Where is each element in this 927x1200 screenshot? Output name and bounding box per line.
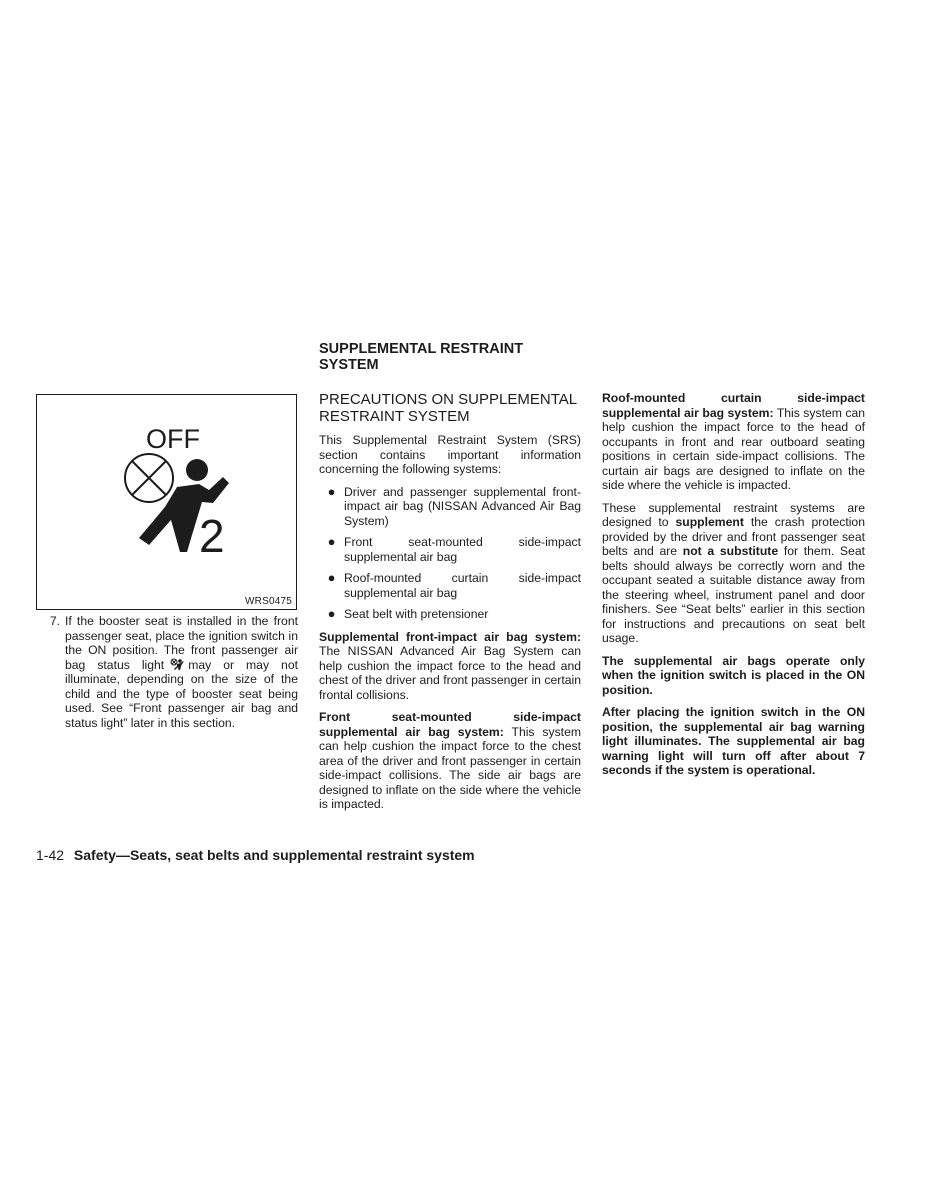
list-item	[319, 485, 581, 529]
list-item-text: Front seat-mounted side-impact supplemental air bag	[344, 535, 581, 564]
middle-column	[319, 391, 581, 820]
left-column	[36, 614, 298, 730]
airbag-x-circle	[125, 454, 173, 502]
warning-text-1: The supplemental air bags operate only when the ignition switch is placed in the ON position.	[602, 653, 865, 697]
warning-paragraph-1	[602, 654, 865, 698]
front-impact-text: The NISSAN Advanced Air Bag System can help cushion the impact force to the head and chest of the driver and front passenger in certain frontal collisions.	[319, 644, 581, 702]
supplement-bold-1: supplement	[675, 515, 744, 529]
supplement-bold-2: not a substitute	[682, 544, 779, 558]
airbag-status-light-icon	[170, 658, 184, 671]
list-item-text: Seat belt with pretensioner	[344, 607, 489, 621]
supplement-text-2: the crash protection provided by the driver and front passenger seat belts and are	[602, 515, 865, 558]
footer-title: Safety—Seats, seat belts and supplemental restraint system	[73, 847, 475, 863]
list-item	[319, 571, 581, 600]
side-impact-paragraph	[319, 710, 581, 812]
item-text-before-icon: If the booster seat is installed in the front passenger seat, place the ignition switch in the ON position. The front passenger air bag status light	[65, 614, 298, 672]
subsection-title: PRECAUTIONS ON SUPPLEMENTAL RESTRAINT SYSTEM	[319, 391, 577, 425]
front-impact-heading: Supplemental front-impact air bag system:	[319, 629, 581, 644]
figure-off-label: OFF	[146, 424, 200, 454]
side-impact-text: This system can help cushion the impact force to the chest area of the driver and front passenger in certain side-impact collisions. The side air bags are designed to inflate on the side where the vehicle is impacted.	[319, 724, 581, 811]
bullet-icon: ●	[327, 606, 336, 621]
item-text	[65, 614, 298, 730]
supplement-text-1: These supplemental restraint systems are designed to	[602, 500, 865, 529]
passenger-airbag-off-icon	[37, 395, 296, 609]
page-number: 1-42	[36, 847, 65, 863]
bullet-icon: ●	[327, 534, 336, 549]
bullet-icon: ●	[327, 483, 336, 499]
curtain-heading: Roof-mounted curtain side-impact supplemental air bag system:	[602, 391, 865, 420]
list-item-text: Driver and passenger supplemental front-impact air bag (NISSAN Advanced Air Bag System)	[344, 484, 581, 528]
front-impact-paragraph	[319, 630, 581, 703]
curtain-text: This system can help cushion the impact force to the head of occupants in front and rear outboard seating positions in certain side-impact collisions. The curtain air bags are designed to inflate on the side where the vehicle is impacted.	[602, 405, 865, 492]
list-item	[319, 607, 581, 622]
systems-list	[319, 485, 581, 622]
section-title: SUPPLEMENTAL RESTRAINT SYSTEM	[319, 341, 524, 373]
warning-paragraph-2	[602, 705, 865, 778]
bullet-icon: ●	[327, 570, 336, 585]
figure-code: WRS0475	[245, 596, 292, 607]
figure-box	[36, 394, 297, 610]
supplement-paragraph	[602, 501, 865, 646]
list-item-text: Roof-mounted curtain side-impact supplemental air bag	[344, 571, 581, 600]
item-text-after-icon: may or may not illuminate, depending on the size of the child and the type of booster seat being used. See “Front passenger air bag and status light” later in this section.	[65, 657, 298, 730]
list-item	[36, 614, 298, 730]
list-item	[319, 535, 581, 564]
item-number: 7.	[49, 614, 60, 628]
supplement-text-3: for them. Seat belts should always be correctly worn and the occupant seated a suitable distance away from the steering wheel, instrument panel and door finishers. See “Seat belts” earlier in this section for instructions and precautions on seat belt usage.	[602, 544, 865, 645]
side-impact-heading: Front seat-mounted side-impact supplemental air bag system:	[319, 710, 581, 739]
figure-seat-number: 2	[199, 510, 225, 562]
intro-paragraph: This Supplemental Restraint System (SRS) section contains important information concerning the following systems:	[319, 433, 581, 476]
right-column	[602, 391, 865, 786]
curtain-paragraph	[602, 391, 865, 493]
page-footer	[36, 847, 475, 863]
warning-text-2: After placing the ignition switch in the ON position, the supplemental air bag warning light illuminates. The supplemental air bag warning light will turn off after about 7 seconds if the system is operational.	[602, 705, 865, 777]
